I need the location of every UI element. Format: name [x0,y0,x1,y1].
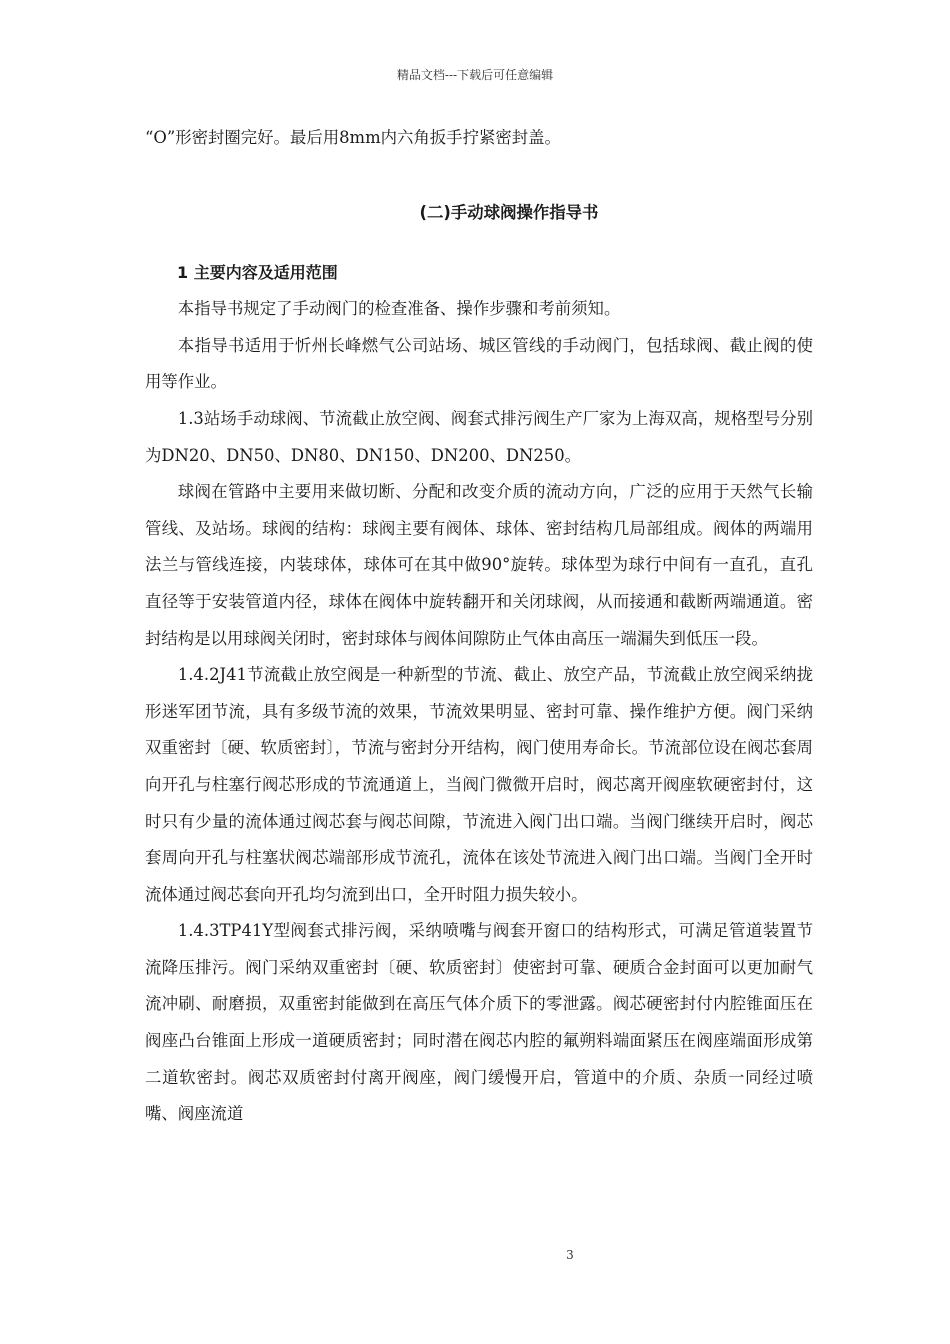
continuation-paragraph: “O”形密封圈完好。最后用8mm内六角扳手拧紧密封盖。 [145,128,561,147]
paragraph-scope: 本指导书规定了手动阀门的检查准备、操作步骤和考前须知。 [177,299,621,319]
section-heading: 1 主要内容及适用范围 [177,262,338,282]
document-title: (二)手动球阀操作指导书 [419,202,599,222]
paragraph-applicability: 本指导书适用于忻州长峰燃气公司站场、城区管线的手动阀门，包括球阀、截止阀的使用等作业。 [145,335,813,392]
page-number: 3 [566,1248,574,1262]
document-body [145,120,813,1133]
paragraph-drain-valve: 1.4.3TP41Y型阀套式排污阀，采纳喷嘴与阀套开窗口的结构形式，可满足管道装置节流降压排污。阀门采纳双重密封〔硬、软质密封〕使密封可靠、硬质合金封面可以更加耐气流冲刷、耐磨损，双重密封能做到在高压气体介质下的零泄露。阀芯硬密封付内腔锥面压在阀座凸台锥面上形成一道硬质密封；同时潜在阀芯内腔的氟朔料端面紧压在阀座端面形成第二道软密封。阀芯双质密封付离开阀座，阀门缓慢开启，管道中的介质、杂质一同经过喷嘴、阀座流道 [145,921,813,1124]
paragraph-ball-valve: 球阀在管路中主要用来做切断、分配和改变介质的流动方向，广泛的应用于天然气长输管线、及站场。球阀的结构：球阀主要有阀体、球体、密封结构几局部组成。阀体的两端用法兰与管线连接，内装球体，球体可在其中做90°旋转。球体型为球行中间有一直孔，直孔直径等于安装管道内径，球体在阀体中旋转翻开和关闭球阀，从而接通和截断两端通道。密封结构是以用球阀关闭时，密封球体与阀体间隙防止气体由高压一端漏失到低压一段。 [145,482,813,648]
paragraph-manufacturer: 1.3站场手动球阀、节流截止放空阀、阀套式排污阀生产厂家为上海双高，规格型号分别为DN20、DN50、DN80、DN150、DN200、DN250。 [145,408,813,465]
page-header: 精品文档---下载后可任意编辑 [396,68,554,82]
paragraph-throttle-valve: 1.4.2J41节流截止放空阀是一种新型的节流、截止、放空产品，节流截止放空阀采纳拢形迷军团节流，具有多级节流的效果，节流效果明显、密封可靠、操作维护方便。阀门采纳双重密封〔硬、软质密封〕，节流与密封分开结构，阀门使用寿命长。节流部位设在阀芯套周向开孔与柱塞行阀芯形成的节流通道上，当阀门微微开启时，阀芯离开阀座软硬密封付，这时只有少量的流体通过阀芯套与阀芯间隙，节流进入阀门出口端。当阀门继续开启时，阀芯套周向开孔与柱塞状阀芯端部形成节流孔，流体在该处节流进入阀门出口端。当阀门全开时流体通过阀芯套向开孔均匀流到出口，全开时阻力损失较小。 [145,665,813,904]
